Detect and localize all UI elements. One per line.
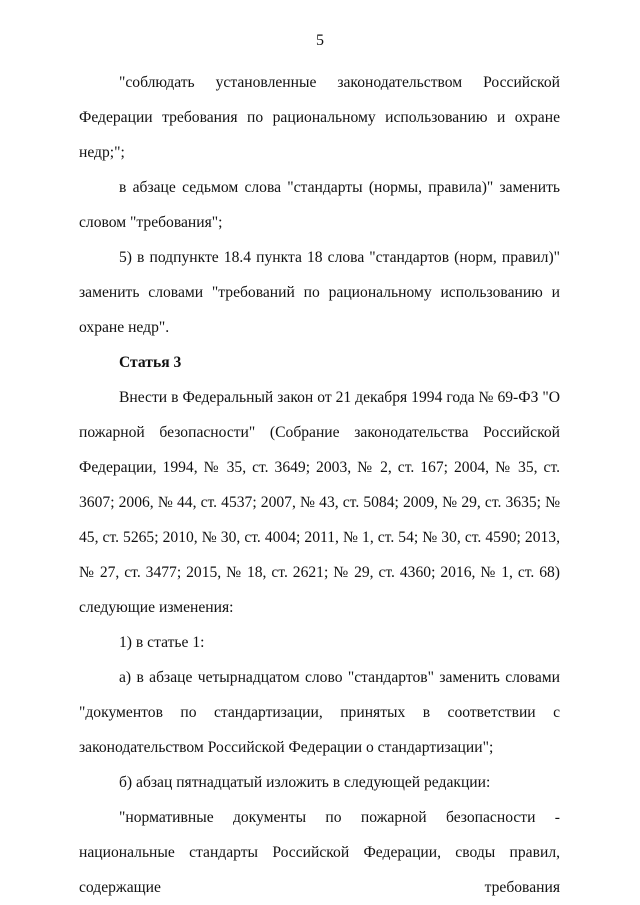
paragraph-subsoil-requirements: "соблюдать установленные законодательством Российской Федерации требования по рациональному использованию и охране недр;";: [79, 74, 560, 161]
paragraph-subitem-18-4: 5) в подпункте 18.4 пункта 18 слова "стандартов (норм, правил)" заменить словами "требований по рациональному использованию и охране недр".: [79, 249, 560, 336]
page-number: 5: [316, 32, 324, 49]
paragraph-law-amendment: Внести в Федеральный закон от 21 декабря 1994 года № 69-ФЗ "О пожарной безопасности" (Собрание законодательства Российской Федерации, 1994, № 35, ст. 3649; 2003, № 2, ст. 167; 2004, № 35, ст. 3607; 2006, № 44, ст. 4537; 2007, № 43, ст. 5084; 2009, № 29, ст. 3635; № 45, ст. 5265; 2010, № 30, ст. 4004; 2011, № 1, ст. 54; № 30, ст. 4590; 2013, № 27, ст. 3477; 2015, № 18, ст. 2621; № 29, ст. 4360; 2016, № 1, ст. 68) следующие изменения:: [79, 389, 560, 616]
paragraph-article-1: 1) в статье 1:: [119, 634, 205, 651]
paragraph-seventh-clause: в абзаце седьмом слова "стандарты (нормы, правила)" заменить словом "требования";: [79, 179, 560, 231]
paragraph-subitem-b: б) абзац пятнадцатый изложить в следующей редакции:: [119, 774, 491, 791]
document-body: [79, 65, 560, 905]
article-heading: Статья 3: [119, 354, 182, 371]
paragraph-subitem-a: а) в абзаце четырнадцатом слово "стандартов" заменить словами "документов по стандартизации, принятых в соответствии с законодательством Российской Федерации о стандартизации";: [79, 669, 560, 756]
paragraph-definition: "нормативные документы по пожарной безопасности - национальные стандарты Российской Федерации, своды правил, содержащие требования: [79, 809, 560, 896]
